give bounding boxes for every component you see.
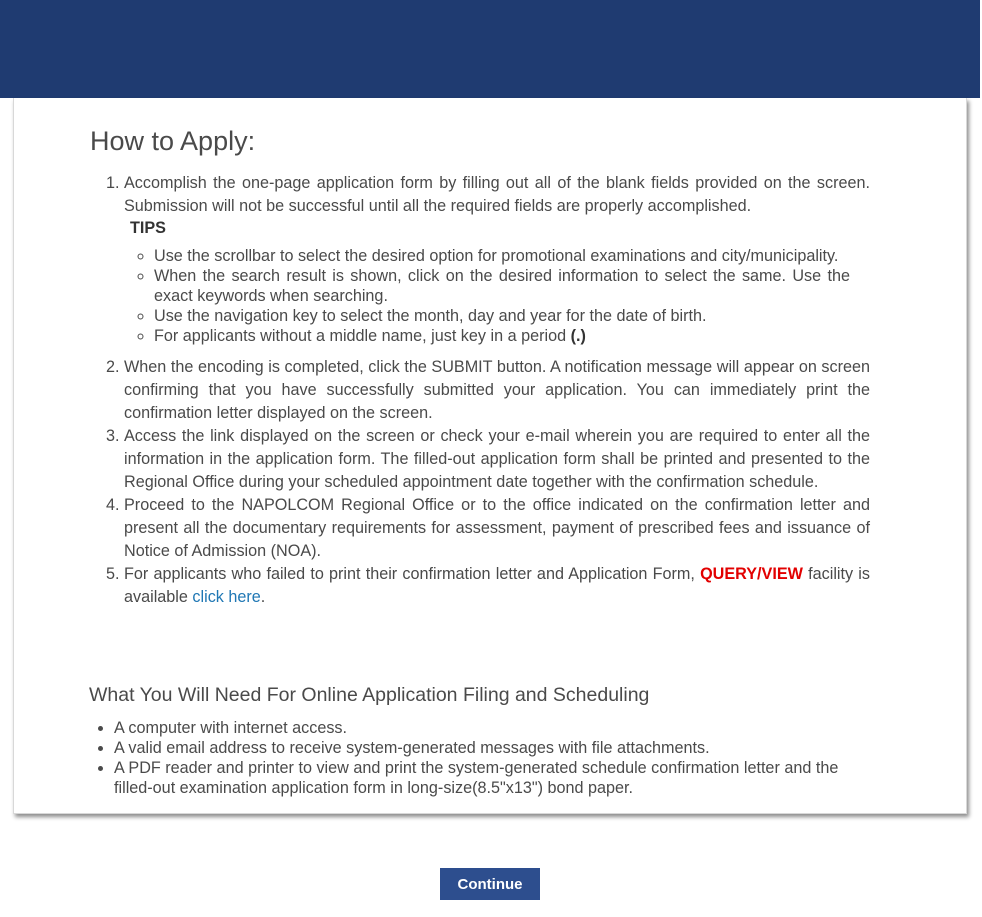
step-5-end: . — [260, 588, 266, 606]
tip-item: ◦ Use the scrollbar to select the desired option for promotional examinations and city/municipality. — [154, 246, 850, 266]
step-2: 2. When the encoding is completed, click the SUBMIT button. A notification message will appear on screen confirming that you have successfully submitted your application. You can immediately print the confirmation letter displayed on the screen. — [124, 356, 870, 425]
steps-list — [86, 172, 870, 609]
click-here-link[interactable]: click here — [192, 588, 261, 606]
step-5 — [124, 563, 870, 609]
requirement-item: • A valid email address to receive system-generated messages with file attachments. — [114, 738, 870, 758]
step-4: 4. Proceed to the NAPOLCOM Regional Office or to the office indicated on the confirmation letter and present all the documentary requirements for assessment, payment of prescribed fees and issuance of Notice of Admission (NOA). — [124, 494, 870, 563]
step-5-facility-text: facility is available — [124, 565, 870, 606]
page-title: How to Apply: — [90, 126, 256, 156]
continue-button[interactable]: Continue — [440, 868, 540, 900]
step-1-text: Accomplish the one-page application form by filling out all of the blank fields provided on the screen. Submission will not be successful until all the required fields are properly accomplished. — [124, 174, 870, 215]
period-symbol: (.) — [570, 327, 586, 345]
requirement-item: • A PDF reader and printer to view and print the system-generated schedule confirmation letter and the filled-out examination application form in long-size(8.5"x13") bond paper. — [114, 758, 870, 798]
query-view-label: QUERY/VIEW — [700, 565, 803, 583]
requirement-item: • A computer with internet access. — [114, 718, 870, 738]
tips-title: TIPS — [130, 219, 166, 237]
tip-item: ◦ Use the navigation key to select the month, day and year for the date of birth. — [154, 306, 850, 326]
tip-item — [154, 326, 850, 346]
header-bar — [0, 0, 980, 98]
tip-4-text: For applicants without a middle name, just key in a period — [154, 327, 567, 345]
step-1 — [124, 172, 870, 346]
tips-list — [124, 246, 850, 346]
requirements-list — [90, 718, 870, 798]
step-3: 3. Access the link displayed on the screen or check your e-mail wherein you are required to enter all the information in the application form. The filled-out application form shall be printed and presented to the Regional Office during your scheduled appointment date together with the confirmation schedule. — [124, 425, 870, 494]
step-5-text: For applicants who failed to print their confirmation letter and Application Form, — [124, 565, 695, 583]
tip-item: ◦ When the search result is shown, click on the desired information to select the same. Use the exact keywords when searching. — [154, 266, 850, 306]
requirements-title: What You Will Need For Online Application Filing and Scheduling — [89, 684, 650, 706]
instructions-card — [13, 98, 967, 814]
